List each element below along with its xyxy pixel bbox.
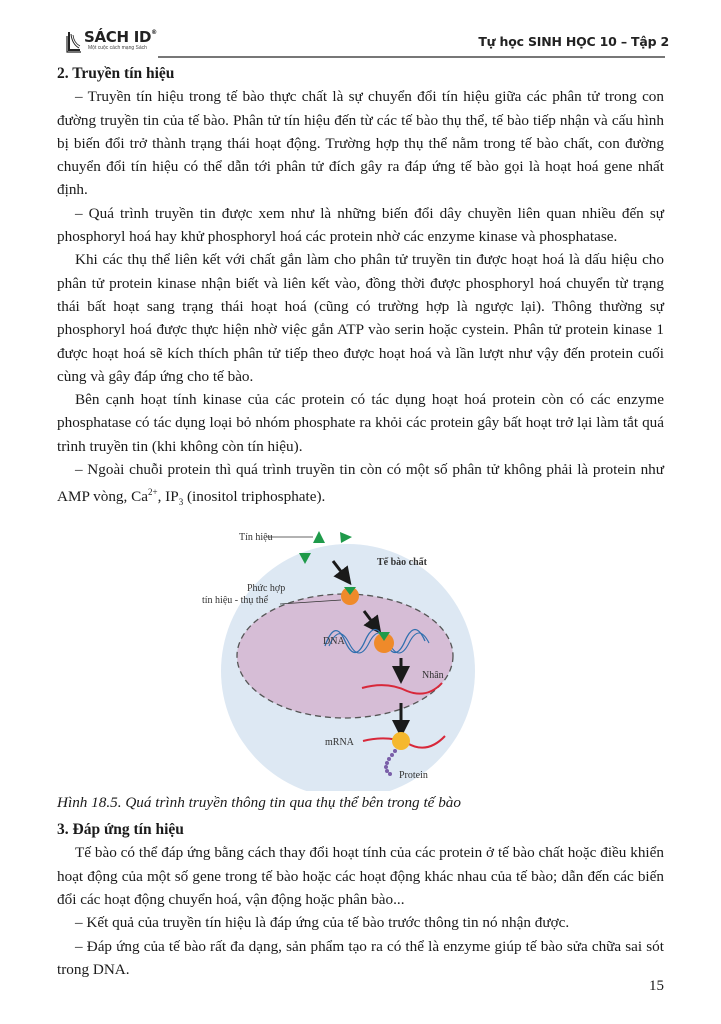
paragraph: Tế bào có thể đáp ứng bằng cách thay đổi hoạt tính của các protein ở tế bào chất hoặc điều khiển hoạt động của một số gene trong tế bào hoặc các hoạt động khác nhau của tế bào; dẫn đến các biến đổi các hoạt động chuyển hoá, vận động hoặc phân bào... bbox=[57, 844, 664, 908]
book-title: Tự học SINH HỌC 10 – Tập 2 bbox=[478, 34, 669, 49]
paragraph: – Đáp ứng của tế bào rất đa dạng, sản phẩm tạo ra có thể là enzyme giúp tế bào sửa chữa sai sót trong DNA. bbox=[57, 937, 664, 978]
label-protein: Protein bbox=[399, 769, 428, 781]
signal-molecule-icon bbox=[340, 532, 352, 543]
book-logo-icon bbox=[66, 30, 82, 54]
header-divider bbox=[158, 56, 665, 58]
nucleus bbox=[237, 594, 453, 718]
label-nucleus: Nhân bbox=[422, 669, 444, 681]
signal-pathway-diagram bbox=[57, 523, 664, 791]
ribosome-icon bbox=[392, 732, 410, 750]
label-mrna: mRNA bbox=[325, 736, 354, 748]
page-content bbox=[57, 62, 664, 981]
figure-signal-pathway bbox=[57, 523, 664, 791]
paragraph: Bên cạnh hoạt tính kinase của các protein có tác dụng hoạt hoá protein còn có các enzyme phosphatase có tác dụng loại bỏ nhóm phosphate ra khỏi các protein gây bất hoạt trở lại làm tắt quá trình truyền tin (khi không còn tín hiệu). bbox=[57, 391, 664, 455]
label-dna: DNA bbox=[323, 635, 345, 647]
paragraph: – Truyền tín hiệu trong tế bào thực chất là sự chuyển đổi tín hiệu giữa các phân tử trong con đường truyền tin của tế bào. Phân tử tín hiệu đến từ các tế bào thụ thể, tế bào tiếp nhận và cấu hình bị biến đổi trở thành trạng thái hoạt động. Trường hợp thụ thể nằm trong tế bào chất, con đường chuyển đổi tín hiệu có thể dẫn tới phân tử đích gây ra đáp ứng tế bào gọi là hoạt hoá gene nhất định. bbox=[57, 88, 664, 199]
label-complex-1: Phức hợp bbox=[247, 582, 286, 594]
publisher-logo bbox=[66, 30, 157, 54]
paragraph: Khi các thụ thể liên kết với chất gắn làm cho phân tử truyền tin được hoạt hoá là dấu hiệu cho phân tử protein kinase nhận biết và liên kết vào, đồng thời được phosphoryl hoá chuyển từ trạng thái bất hoạt sang trạng thái hoạt hoá (cũng có trường hợp là ngược lại). Thông thường sự phosphoryl hoá được thực hiện nhờ việc gắn ATP vào serin hoặc cystein. Phân tử protein kinase 1 được hoạt hoá sẽ kích thích phân tử tiếp theo được hoạt hoá và lần lượt như vậy đến protein cuối cùng và gây đáp ứng cho tế bào. bbox=[57, 251, 664, 385]
logo-tagline: Một cuộc cách mạng Sách bbox=[88, 45, 147, 51]
page-number: 15 bbox=[649, 978, 664, 994]
section-heading-cell-response: 3. Đáp ứng tín hiệu bbox=[57, 821, 184, 839]
paragraph: – Kết quả của truyền tín hiệu là đáp ứng của tế bào trước thông tin nó nhận được. bbox=[75, 914, 570, 932]
paragraph-second-messengers: – Ngoài chuỗi protein thì quá trình truyền tin còn có một số phân tử không phải là protein như AMP vòng, $Ca^{2+}$, $IP_3$ (inositol triphosphate). bbox=[57, 461, 664, 508]
label-signal: Tín hiệu bbox=[239, 531, 273, 543]
label-cytoplasm: Tế bào chất bbox=[377, 556, 427, 568]
figure-caption: Hình 18.5. Quá trình truyền thông tin qua thụ thể bên trong tế bào bbox=[57, 793, 461, 811]
paragraph: – Quá trình truyền tin được xem như là những biến đổi dây chuyền liên quan nhiều đến sự phosphoryl hoá hay khử phosphoryl hoá các protein nhờ các enzyme kinase và phosphatase. bbox=[57, 204, 664, 246]
signal-molecule-icon bbox=[313, 531, 325, 543]
page-header bbox=[0, 0, 721, 64]
label-complex-2: tín hiệu - thụ thể bbox=[202, 594, 269, 606]
section-heading-signal-transduction: 2. Truyền tín hiệu bbox=[57, 65, 175, 82]
logo-title: SÁCH ID® bbox=[84, 28, 157, 46]
